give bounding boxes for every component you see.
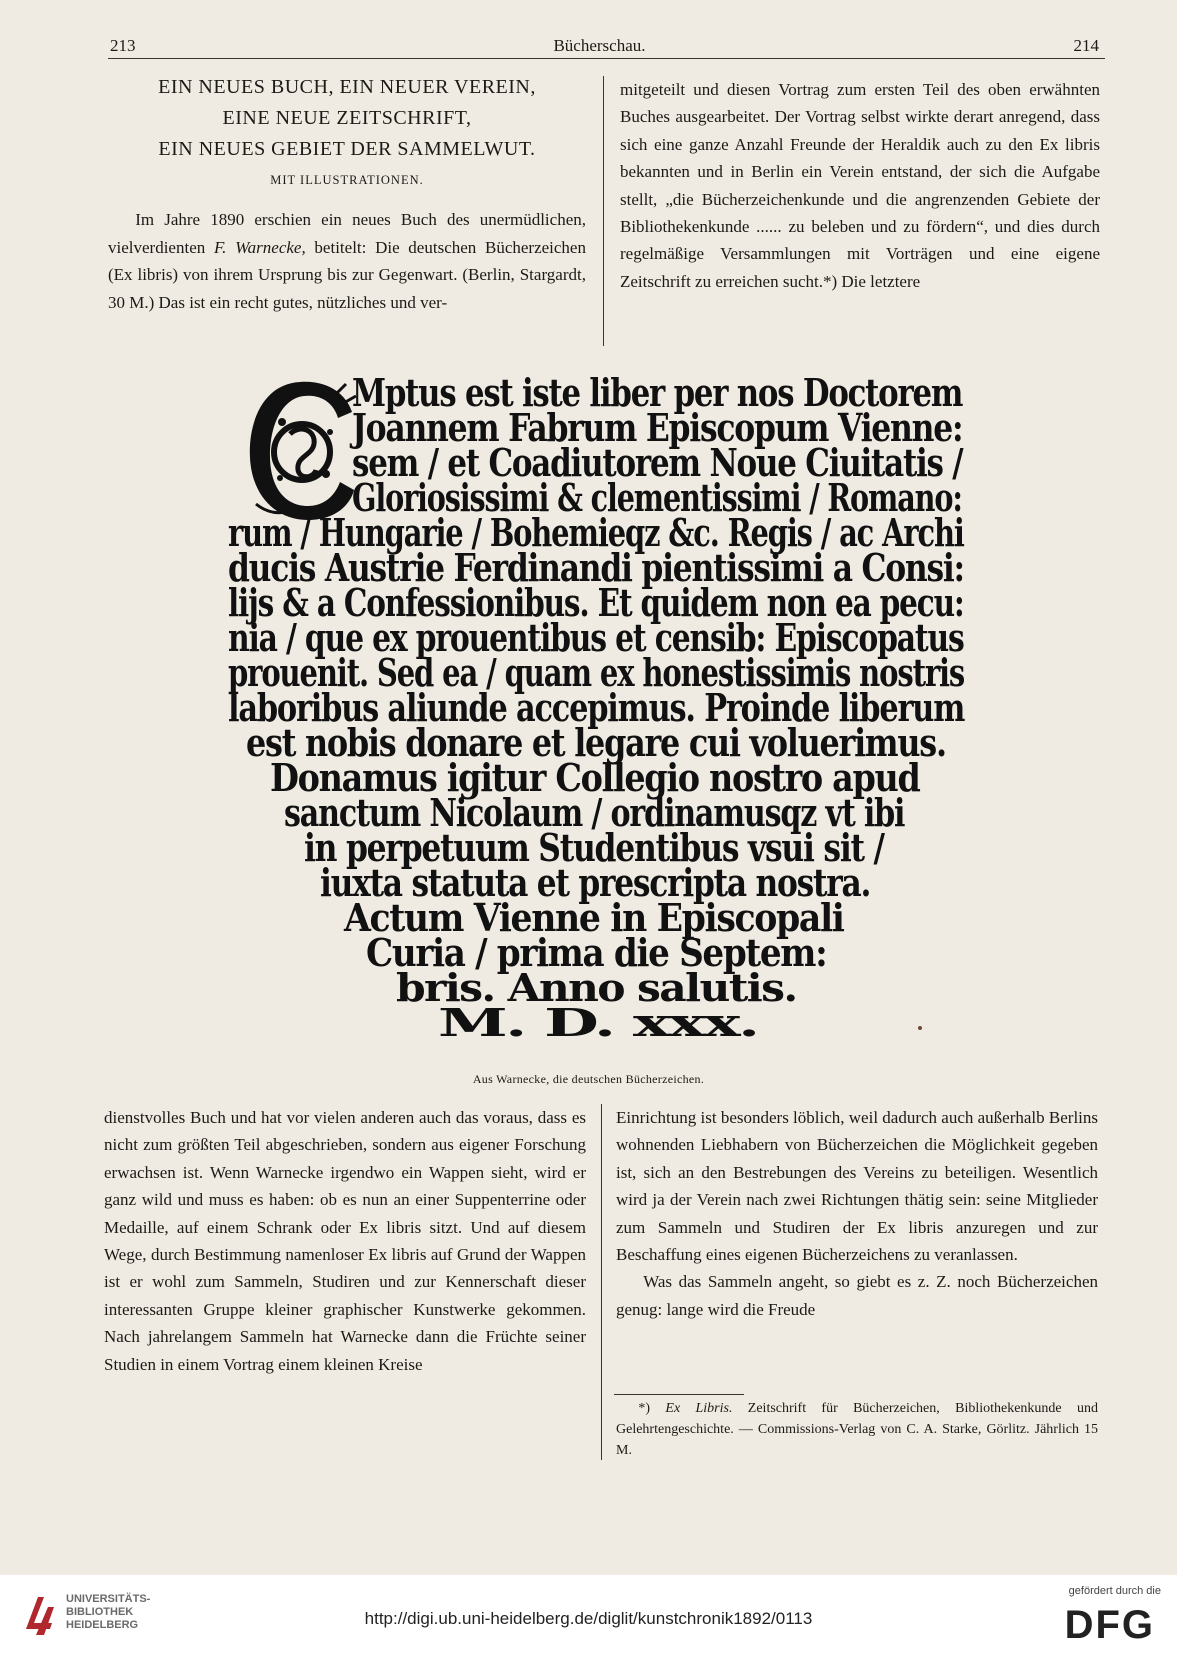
blackletter-line: Actum Vienne in Episcopali <box>344 895 844 940</box>
footnote-text: Zeitschrift für Bücherzeichen, Bibliothekenkunde und Gelehrtengeschichte. — Commissions-Verlag von C. A. Starke, Görlitz. Jährlich 15 M. <box>616 1401 1098 1458</box>
footnote <box>616 1398 1098 1461</box>
blackletter-line: nia / que ex prouentibus et censib: Episcopatus <box>228 615 964 660</box>
article-subtitle: MIT ILLUSTRATIONEN. <box>270 173 424 187</box>
article-title-line: EIN NEUES BUCH, EIN NEUER VEREIN, <box>158 76 536 98</box>
right-column-top <box>620 76 1100 295</box>
column-divider <box>601 1104 602 1460</box>
right-column-bottom <box>616 1104 1098 1323</box>
blackletter-line: bris. Anno salutis. <box>396 965 797 1010</box>
uni-line: HEIDELBERG <box>66 1619 139 1631</box>
figure-caption: Aus Warnecke, die deutschen Bücherzeichen. <box>472 1072 705 1086</box>
blackletter-line: M. D. xxx. <box>438 1000 758 1045</box>
left-column-bottom <box>104 1104 586 1378</box>
blackletter-line: prouenit. Sed ea / quam ex honestissimis nostris <box>228 650 965 695</box>
footnote-mark: *) <box>638 1401 666 1416</box>
author-name: F. Warnecke, <box>213 237 306 257</box>
blackletter-line: Donamus igitur Collegio nostro apud <box>270 755 920 800</box>
text-run: Im Jahre 1890 erschien ein neues Buch des unermüdlichen, vielverdienten <box>108 210 586 257</box>
blackletter-line: Curia / prima die Septem: <box>366 930 827 975</box>
blackletter-line: iuxta statuta et prescripta nostra. <box>320 860 871 905</box>
journal-title: Ex Libris. <box>665 1401 733 1416</box>
article-title-line: EINE NEUE ZEITSCHRIFT, <box>222 107 472 129</box>
paragraph: dienstvolles Buch und hat vor vielen anderen auch das voraus, dass es nicht zum größten Teil abgeschrieben, sondern aus eigener Forschung erwachsen ist. Wenn Warnecke irgendwo ein Wappen sieht, wird er ganz wild und muss es haben: ob es nun an einer Suppenterrine oder Medaille, auf einem Schrank oder Ex libris sitzt. Und auf diesem Wege, durch Bestimmung namenloser Ex libris auf Grund der Wappen ist er wohl zum Sammeln, Studiren und zur Kennerschaft dieser interessanten Gruppe kleiner graphischer Kunstwerke gekommen. Nach jahrelangem Sammeln hat Warnecke dann die Früchte seiner Studien in einem Vortrag einem kleinen Kreise <box>104 1108 586 1374</box>
paragraph: Einrichtung ist besonders löblich, weil dadurch auch außerhalb Berlins wohnenden Liebhabern von Bücherzeichen die Möglichkeit gegeben ist, sich an den Bestrebungen des Vereins zu beteiligen. Wesentlich wird ja der Verein nach zwei Richtungen thätig sein: seine Mitglieder zum Sammeln und Studiren der Ex libris anzuregen und zur Beschaffung eines eigenen Bücherzeichens zu veranlassen. <box>616 1108 1099 1265</box>
funded-by-label: gefördert durch die <box>1068 1585 1161 1597</box>
footnote-rule <box>614 1394 744 1395</box>
blackletter-line: lijs & a Confessionibus. Et quidem non ea pecu: <box>228 580 964 625</box>
left-column-top <box>108 72 586 316</box>
blackletter-line: est nobis donare et legare cui voluerimus. <box>246 720 946 765</box>
blackletter-line: Gloriosissimi & clementissimi / Romano: <box>352 475 962 520</box>
blackletter-line: Joannem Fabrum Episcopum Vienne: <box>352 405 963 450</box>
ink-speck <box>918 1026 922 1030</box>
column-divider <box>603 76 604 346</box>
permalink-url[interactable]: http://digi.ub.uni-heidelberg.de/diglit/kunstchronik1892/0113 <box>364 1609 813 1628</box>
dfg-logo: DFG <box>1064 1603 1155 1647</box>
blackletter-line: rum / Hungarie / Bohemieqz &c. Regis / ac Archi <box>228 510 964 555</box>
article-title-line: EIN NEUES GEBIET DER SAMMELWUT. <box>158 138 536 160</box>
ex-libris-figure <box>228 368 968 1058</box>
blackletter-line: sem / et Coadiutorem Noue Ciuitatis / <box>352 440 963 485</box>
uni-line: UNIVERSITÄTS- <box>66 1593 151 1605</box>
blackletter-text <box>228 368 968 1058</box>
blackletter-line: in perpetuum Studentibus vsui sit / <box>304 825 884 870</box>
right-page-number: 214 <box>1073 36 1099 55</box>
blackletter-line: ducis Austrie Ferdinandi pientissimi a Consi: <box>228 545 964 590</box>
digitization-footer <box>0 1575 1177 1661</box>
blackletter-line: Mptus est iste liber per nos Doctorem <box>352 370 963 415</box>
article-title <box>108 72 586 165</box>
uni-line: BIBLIOTHEK <box>66 1606 134 1618</box>
header-rule <box>108 58 1105 59</box>
blackletter-line: sanctum Nicolaum / ordinamusqz vt ibi <box>284 790 905 835</box>
paragraph: Was das Sammeln angeht, so giebt es z. Z. noch Bücherzeichen genug: lange wird die Freude <box>616 1272 1098 1319</box>
paragraph: mitgeteilt und diesen Vortrag zum ersten Teil des oben erwähnten Buches ausgearbeitet. Der Vortrag selbst wirkte derart anregend, dass sich eine ganze Anzahl Freunde der Heraldik auch zu den Ex libris bekannten und in Berlin ein Verein entstand, der sich die Aufgabe stellt, „die Bücherzeichenkunde und die angrenzenden Gebiete der Bibliothekenkunde ...... zu beleben und zu fördern“, und dies durch regelmäßige Versammlungen mit Vorträgen und eine eigene Zeitschrift zu erreichen sucht.*) Die letztere <box>620 80 1100 291</box>
running-title: Bücherschau. <box>553 36 646 55</box>
left-page-number: 213 <box>110 36 136 55</box>
paragraph <box>108 206 586 316</box>
blackletter-line: laboribus aliunde accepimus. Proinde liberum <box>228 685 965 730</box>
text-run: betitelt: Die deutschen Bücherzeichen (Ex libris) von ihrem Ursprung bis zur Gegenwart. (Berlin, Stargardt, 30 M.) Das ist ein recht gutes, nützliches und ver- <box>108 237 586 312</box>
